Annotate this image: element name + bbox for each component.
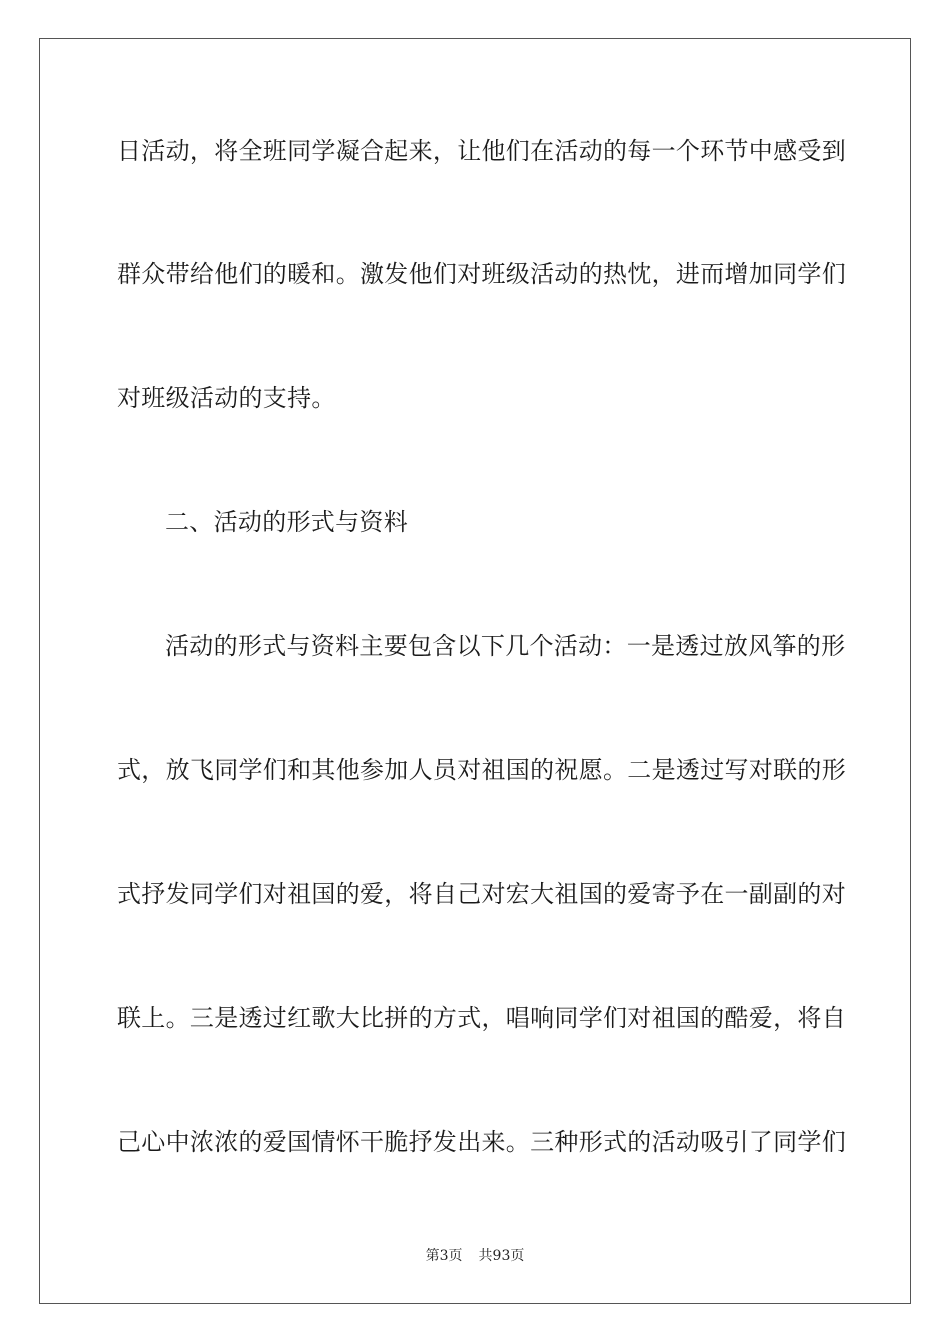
paragraph-line: 联上。三是透过红歌大比拼的方式，唱响同学们对祖国的酷爱，将自 xyxy=(117,1004,846,1032)
paragraph-line: 对班级活动的支持。 xyxy=(117,384,336,412)
paragraph-line: 式，放飞同学们和其他参加人员对祖国的祝愿。二是透过写对联的形 xyxy=(117,756,846,784)
total-pages: 共93页 xyxy=(478,1248,525,1264)
page-footer xyxy=(0,1247,950,1265)
paragraph-line: 式抒发同学们对祖国的爱，将自己对宏大祖国的爱寄予在一副副的对 xyxy=(117,880,846,908)
section-heading: 二、活动的形式与资料 xyxy=(165,508,408,536)
paragraph-line: 群众带给他们的暖和。激发他们对班级活动的热忱，进而增加同学们 xyxy=(117,260,846,288)
page-border xyxy=(39,38,911,1304)
current-page-number: 第3页 xyxy=(425,1248,463,1264)
paragraph-line: 活动的形式与资料主要包含以下几个活动：一是透过放风筝的形 xyxy=(165,632,846,660)
paragraph-line: 己心中浓浓的爱国情怀干脆抒发出来。三种形式的活动吸引了同学们 xyxy=(117,1128,846,1156)
paragraph-line: 日活动，将全班同学凝合起来，让他们在活动的每一个环节中感受到 xyxy=(117,137,846,165)
